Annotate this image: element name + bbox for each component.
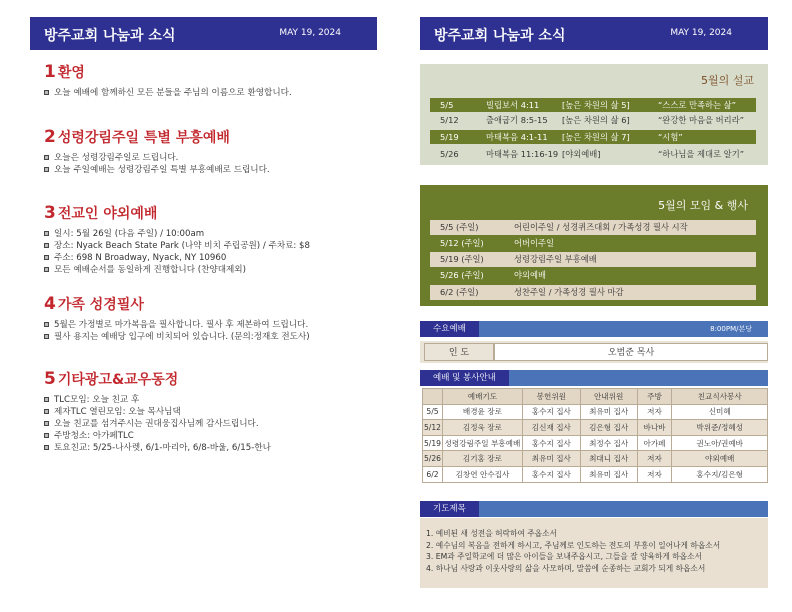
list-item: 오늘은 성령강림주일로 드립니다. <box>44 152 270 164</box>
prayer-item: 2. 예수님의 복음을 전하게 하시고, 주님께로 인도하는 전도의 부흥이 일어나게 하옵소서 <box>426 540 721 550</box>
prayer-box <box>420 518 768 588</box>
service-schedule-table <box>422 388 768 483</box>
list-item: 오늘 친교를 섬겨주시는 권대웅집사님께 감사드립니다. <box>44 418 271 430</box>
prayer-bar <box>420 501 768 517</box>
leader-role: 인 도 <box>424 343 494 361</box>
table-row: 5/5 배경윤 장로 홍수지 집사 최유미 집사 저자 신미혜 <box>423 404 768 420</box>
list-item: 주방청소: 아가페TLC <box>44 430 271 442</box>
event-row: 5/5 (주일) 어린이주일 / 성경퀴즈대회 / 가족성경 필사 시작 <box>430 220 756 235</box>
sermon-box <box>420 64 768 165</box>
prayer-label: 기도제목 <box>420 501 479 517</box>
section-title: 4 가족 성경필사 <box>44 294 144 314</box>
wednesday-service-time: 8:00PM/본당 <box>710 325 752 333</box>
prayer-item: 3. EM과 주일학교에 더 많은 아이들을 보내주옵시고, 그들을 잘 양육하게 하옵소서 <box>426 552 702 561</box>
section-title: 5 기타광고&교우동정 <box>44 369 179 389</box>
sermon-row: 5/12 출애굽기 8:5-15 [높은 차원의 삶 6] “완강한 마음을 버리라” <box>440 115 745 125</box>
section-title: 3 전교인 야외예배 <box>44 203 158 223</box>
list-item: 일시: 5월 26일 (다음 주일) / 10:00am <box>44 228 310 240</box>
list-item: 오늘 예배에 함께하신 모든 분들을 주님의 이름으로 환영합니다. <box>44 87 292 99</box>
list-item: 제자TLC 열린모임: 오늘 목사님댁 <box>44 406 271 418</box>
wednesday-service-label: 수요예배 <box>420 321 479 337</box>
section-pentecost <box>44 127 270 176</box>
sermon-box-title: 5월의 설교 <box>701 74 754 87</box>
list-item: 토요친교: 5/25-나사렛, 6/1-마리아, 6/8-바울, 6/15-한나 <box>44 442 271 454</box>
event-row: 5/19 (주일) 성령강림주일 부흥예배 <box>430 252 756 267</box>
events-box-title: 5월의 모임 & 행사 <box>658 199 748 212</box>
section-title: 2 성령강림주일 특별 부흥예배 <box>44 127 230 147</box>
list-item: 5월은 가정별로 마가복음을 필사합니다. 필사 후 제본하여 드립니다. <box>44 319 310 331</box>
wednesday-service-bar <box>420 321 768 337</box>
list-item: TLC모임: 오늘 친교 후 <box>44 394 271 406</box>
prayer-item: 1. 예비된 새 성전을 허락하여 주옵소서 <box>426 529 557 538</box>
list-item: 장소: Nyack Beach State Park (나약 비치 주립공원) / 주차료: $8 <box>44 240 310 252</box>
table-row: 5/26 김기홍 장로 최유미 집사 최대니 집사 저자 야외예배 <box>423 451 768 467</box>
event-row: 6/2 (주일) 성찬주일 / 가족성경 필사 마감 <box>430 285 756 300</box>
table-row: 5/12 김정욱 장로 김신재 집사 김은형 집사 바나바 박위준/정혜성 <box>423 420 768 436</box>
left-header-bar <box>30 17 377 50</box>
list-item: 오늘 주일예배는 성령강림주일 특별 부흥예배로 드립니다. <box>44 164 270 176</box>
table-row: 5/19 성령강림주일 부흥예배 홍수지 집사 최정수 집사 아가페 권노아/권예바 <box>423 435 768 451</box>
table-row: 6/2 김창연 안수집사 홍수지 집사 최유미 집사 저자 홍수지/김은형 <box>423 466 768 482</box>
section-announcements <box>44 369 271 454</box>
leader-name: 오범준 목사 <box>494 343 768 361</box>
section-bible-copy <box>44 294 310 343</box>
event-row: 5/12 (주일) 어버이주일 <box>440 238 555 248</box>
prayer-item: 4. 하나님 사랑과 이웃사랑의 삶을 사모하며, 말씀에 순종하는 교회가 되게 하옵소서 <box>426 563 706 573</box>
list-item: 필사 용지는 예배당 입구에 비치되어 있습니다. (문의:정재호 전도사) <box>44 331 310 343</box>
list-item: 주소: 698 N Broadway, Nyack, NY 10960 <box>44 252 310 264</box>
events-box <box>420 185 768 306</box>
sermon-row: 5/19 마태복음 4:1-11 [높은 차원의 삶 7] “시험” <box>430 130 756 144</box>
sermon-row: 5/5 빌립보서 4:11 [높은 차원의 삶 5] “스스로 만족하는 삶” <box>430 98 756 112</box>
wednesday-service-row <box>420 341 768 363</box>
section-outdoor-service <box>44 203 310 276</box>
sermon-row: 5/26 마태복음 11:16-19 [야외예배] “하나님을 제대로 알기” <box>440 149 745 159</box>
event-row: 5/26 (주일) 야외예배 <box>440 270 547 280</box>
left-header-date: MAY 19, 2024 <box>279 28 341 38</box>
service-info-bar <box>420 370 768 386</box>
section-welcome <box>44 62 292 99</box>
left-header-title: 방주교회 나눔과 소식 <box>44 28 176 44</box>
service-info-label: 예배 및 봉사안내 <box>420 370 509 386</box>
section-title: 1 환영 <box>44 62 85 82</box>
table-header-row: 예배기도 봉헌위원 안내위원 주방 친교식사봉사 <box>423 389 768 405</box>
list-item: 모든 예배순서를 동일하게 진행합니다 (찬양대제외) <box>44 264 310 276</box>
right-header-date: MAY 19, 2024 <box>670 28 732 38</box>
right-header-title: 방주교회 나눔과 소식 <box>434 28 566 44</box>
right-header-bar <box>420 17 768 50</box>
